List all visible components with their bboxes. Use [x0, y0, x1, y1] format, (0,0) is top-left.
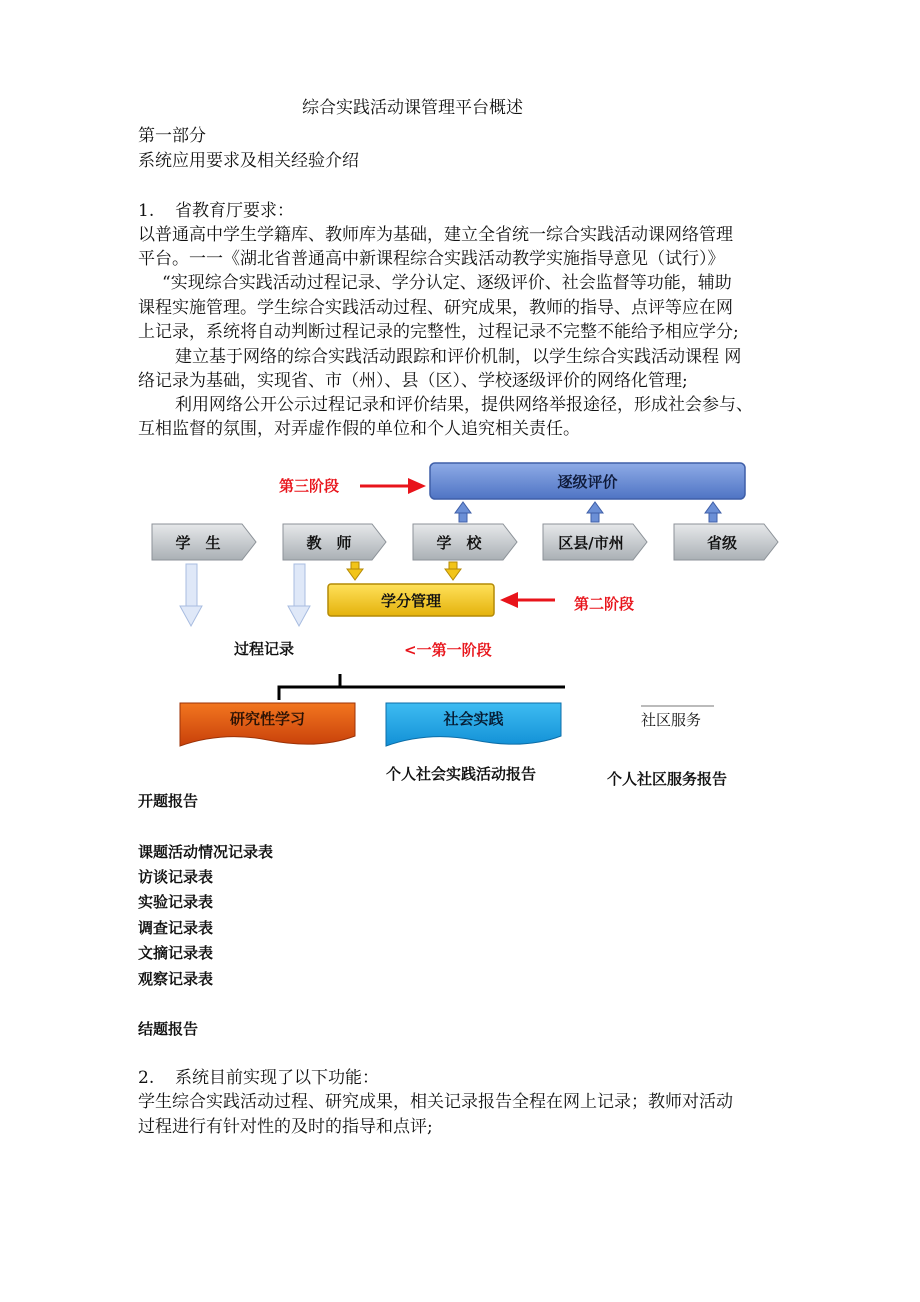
para-1-line-1: 以普通高中学生学籍库、教师库为基础，建立全省统一综合实践活动课网络管理 — [138, 225, 733, 245]
part-label: 第一部分 — [138, 126, 206, 146]
page-title: 综合实践活动课管理平台概述 — [302, 98, 523, 118]
up-arrow-province — [705, 502, 721, 522]
para-5-line-2: 过程进行有针对性的及时的指导和点评; — [138, 1117, 433, 1137]
kaiti-report: 开题报告 — [138, 792, 199, 810]
branch-bracket — [279, 674, 565, 700]
chain-school: 学 校 — [436, 533, 482, 552]
para-3-line-2: 络记录为基础，实现省、市（州）、县（区）、学校逐级评价的网络化管理; — [138, 371, 688, 391]
record-item-5: 文摘记录表 — [138, 944, 214, 962]
section-1-number: 1. — [138, 201, 155, 221]
part-subtitle: 系统应用要求及相关经验介绍 — [138, 151, 359, 171]
record-item-2: 访谈记录表 — [138, 868, 214, 886]
section-2-number: 2. — [138, 1068, 155, 1088]
para-1-line-2: 平台。一一《湖北省普通高中新课程综合实践活动教学实施指导意见（试行）》 — [138, 249, 725, 269]
section-2-heading: 系统目前实现了以下功能： — [175, 1068, 379, 1088]
para-2-line-2: 课程实施管理。学生综合实践活动过程、研究成果，教师的指导、点评等应在网 — [138, 298, 733, 318]
social-report-label: 个人社会实践活动报告 — [386, 765, 537, 783]
stage3-label: 第三阶段 — [279, 477, 340, 495]
stage2-label: 第二阶段 — [574, 595, 635, 613]
down-arrow-student-long — [180, 564, 202, 626]
para-4-line-2: 互相监督的氛围，对弄虚作假的单位和个人追究相关责任。 — [138, 419, 580, 439]
jieti-report: 结题报告 — [138, 1020, 199, 1038]
record-item-1: 课题活动情况记录表 — [138, 843, 274, 861]
social-label: 社会实践 — [443, 709, 504, 728]
chain-province: 省级 — [706, 533, 737, 552]
para-5-line-1: 学生综合实践活动过程、研究成果，相关记录报告全程在网上记录；教师对活动 — [138, 1092, 733, 1112]
up-arrow-district — [587, 502, 603, 522]
down-arrow-teacher — [347, 562, 363, 580]
para-4-line-1: 利用网络公开公示过程记录和评价结果，提供网络举报途径，形成社会参与、 — [175, 395, 753, 415]
community-report-label: 个人社区服务报告 — [607, 770, 728, 788]
stage1-label: <一第一阶段 — [404, 641, 492, 659]
stage3-arrowhead — [408, 478, 426, 494]
record-item-3: 实验记录表 — [138, 893, 214, 911]
process-label: 过程记录 — [234, 640, 295, 658]
section-1-heading: 省教育厅要求： — [175, 201, 294, 221]
para-2-line-3: 上记录，系统将自动判断过程记录的完整性，过程记录不完整不能给予相应学分; — [138, 322, 739, 342]
chain-district: 区县/市州 — [558, 533, 624, 552]
credit-label: 学分管理 — [380, 591, 441, 610]
para-3-line-1: 建立基于网络的综合实践活动跟踪和评价机制，以学生综合实践活动课程 网 — [175, 347, 742, 367]
record-item-6: 观察记录表 — [138, 970, 214, 988]
stage2-arrowhead — [500, 592, 518, 608]
community-label: 社区服务 — [641, 711, 702, 729]
para-2-line-1: “实现综合实践活动过程记录、学分认定、逐级评价、社会监督等功能，辅助 — [162, 273, 732, 293]
down-arrow-school — [445, 562, 461, 580]
up-arrow-school — [455, 502, 471, 522]
research-label: 研究性学习 — [229, 709, 305, 728]
top-eval-label: 逐级评价 — [557, 472, 618, 491]
chain-teacher: 教 师 — [306, 533, 352, 552]
record-item-4: 调查记录表 — [138, 919, 214, 937]
down-arrow-teacher-long — [288, 564, 310, 626]
chain-student: 学 生 — [175, 533, 221, 552]
